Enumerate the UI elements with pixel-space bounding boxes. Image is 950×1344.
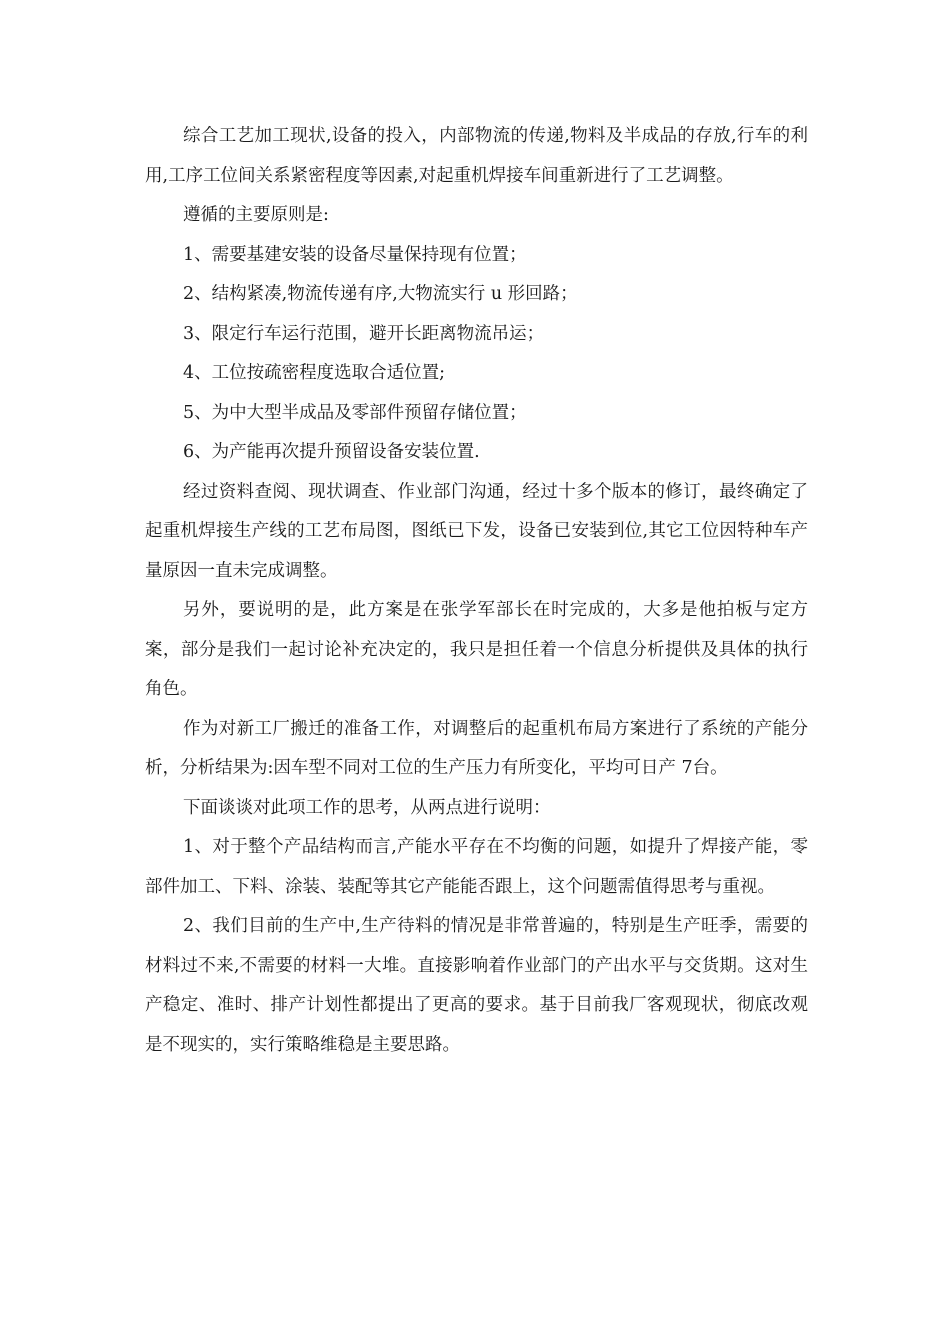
paragraph-principles-heading: 遵循的主要原则是: bbox=[183, 205, 329, 225]
reflection-item-2: 2、我们目前的生产中,生产待料的情况是非常普遍的，特别是生产旺季，需要的材料过不来,不需要的材料一大堆。直接影响着作业部门的产出水平与交货期。这对生产稳定、准时、排产计划性都提出了更高的要求。基于目前我厂客观现状，彻底改观是不现实的，实行策略维稳是主要思路。 bbox=[145, 916, 808, 1055]
principle-item-3: 3、限定行车运行范围，避开长距离物流吊运； bbox=[183, 323, 545, 344]
paragraph-reflection-heading: 下面谈谈对此项工作的思考，从两点进行说明： bbox=[183, 797, 551, 818]
paragraph-process: 经过资料查阅、现状调查、作业部门沟通，经过十多个版本的修订，最终确定了起重机焊接生产线的工艺布局图，图纸已下发，设备已安装到位,其它工位因特种车产量原因一直未完成调整。 bbox=[145, 481, 808, 581]
principle-item-1: 1、需要基建安装的设备尽量保持现有位置； bbox=[183, 244, 527, 265]
principle-item-6: 6、为产能再次提升预留设备安装位置. bbox=[183, 442, 480, 462]
paragraph-capacity-analysis: 作为对新工厂搬迁的准备工作，对调整后的起重机布局方案进行了系统的产能分析，分析结果为:因车型不同对工位的生产压力有所变化，平均可日产 7台。 bbox=[145, 718, 808, 778]
principle-item-5: 5、为中大型半成品及零部件预留存储位置； bbox=[183, 402, 527, 423]
reflection-item-1: 1、对于整个产品结构而言,产能水平存在不均衡的问题，如提升了焊接产能，零部件加工、下料、涂装、装配等其它产能能否跟上，这个问题需值得思考与重视。 bbox=[145, 837, 808, 897]
paragraph-note: 另外，要说明的是，此方案是在张学军部长在时完成的，大多是他拍板与定方案，部分是我们一起讨论补充决定的，我只是担任着一个信息分析提供及具体的执行角色。 bbox=[145, 600, 808, 699]
principle-item-2: 2、结构紧凑,物流传递有序,大物流实行 u 形回路； bbox=[183, 284, 578, 304]
principle-item-4: 4、工位按疏密程度选取合适位置; bbox=[183, 363, 446, 383]
paragraph-intro: 综合工艺加工现状,设备的投入，内部物流的传递,物料及半成品的存放,行车的利用,工序工位间关系紧密程度等因素,对起重机焊接车间重新进行了工艺调整。 bbox=[145, 126, 808, 186]
document-body bbox=[145, 117, 808, 1065]
